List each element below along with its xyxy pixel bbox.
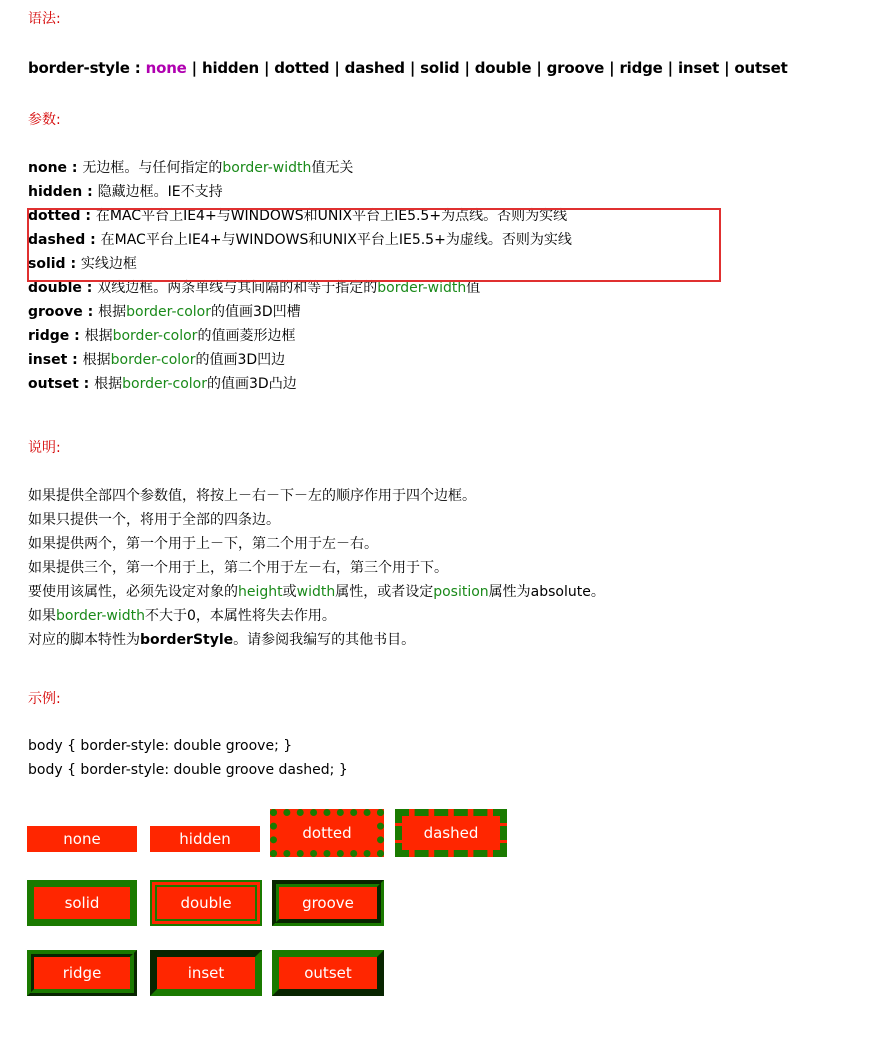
syntax-default: none bbox=[145, 59, 187, 77]
examples-heading: 示例: bbox=[28, 691, 61, 707]
param-solid: solid : 实线边框 bbox=[28, 256, 137, 272]
param-groove: groove : 根据border-color的值画3D凹槽 bbox=[28, 304, 301, 320]
param-outset: outset : 根据border-color的值画3D凸边 bbox=[28, 376, 297, 392]
code-block bbox=[28, 734, 348, 782]
syntax-heading: 语法: bbox=[28, 11, 61, 27]
syntax-line bbox=[28, 59, 788, 77]
demo-inset: inset bbox=[150, 950, 262, 996]
param-none: none : 无边框。与任何指定的border-width值无关 bbox=[28, 160, 354, 176]
note-line: 对应的脚本特性为borderStyle。请参阅我编写的其他书目。 bbox=[28, 632, 416, 648]
demo-solid: solid bbox=[27, 880, 137, 926]
code-line: body { border-style: double groove dashed; } bbox=[28, 762, 348, 778]
note-line: 如果border-width不大于0，本属性将失去作用。 bbox=[28, 608, 336, 624]
demo-hidden: hidden bbox=[150, 826, 260, 852]
notes-heading: 说明: bbox=[28, 440, 61, 456]
param-dotted: dotted : 在MAC平台上IE4+与WINDOWS和UNIX平台上IE5.5+为点线。否则为实线 bbox=[28, 208, 568, 224]
param-ridge: ridge : 根据border-color的值画菱形边框 bbox=[28, 328, 296, 344]
demo-none: none bbox=[27, 826, 137, 852]
param-inset: inset : 根据border-color的值画3D凹边 bbox=[28, 352, 286, 368]
notes-list bbox=[28, 484, 605, 652]
params-heading: 参数: bbox=[28, 112, 61, 128]
demo-groove: groove bbox=[272, 880, 384, 926]
demo-ridge: ridge bbox=[27, 950, 137, 996]
syntax-rest: | hidden | dotted | dashed | solid | double | groove | ridge | inset | outset bbox=[186, 59, 788, 77]
param-dashed: dashed : 在MAC平台上IE4+与WINDOWS和UNIX平台上IE5.5+为虚线。否则为实线 bbox=[28, 232, 572, 248]
param-double: double : 双线边框。两条单线与其间隔的和等于指定的border-width值 bbox=[28, 280, 481, 296]
note-line: 如果提供三个，第一个用于上，第二个用于左－右，第三个用于下。 bbox=[28, 560, 448, 576]
note-line: 如果提供全部四个参数值，将按上－右－下－左的顺序作用于四个边框。 bbox=[28, 488, 476, 504]
note-line: 如果只提供一个，将用于全部的四条边。 bbox=[28, 512, 280, 528]
demo-dotted: dotted bbox=[270, 809, 384, 857]
code-line: body { border-style: double groove; } bbox=[28, 738, 293, 754]
highlight-box bbox=[27, 208, 721, 282]
param-hidden: hidden : 隐藏边框。IE不支持 bbox=[28, 184, 223, 200]
demo-dashed: dashed bbox=[395, 809, 507, 857]
demo-outset: outset bbox=[272, 950, 384, 996]
demo-double: double bbox=[150, 880, 262, 926]
note-line: 如果提供两个，第一个用于上－下，第二个用于左－右。 bbox=[28, 536, 378, 552]
note-line: 要使用该属性，必须先设定对象的height或width属性，或者设定position属性为absolute。 bbox=[28, 584, 605, 600]
syntax-prefix: border-style : bbox=[28, 59, 146, 77]
